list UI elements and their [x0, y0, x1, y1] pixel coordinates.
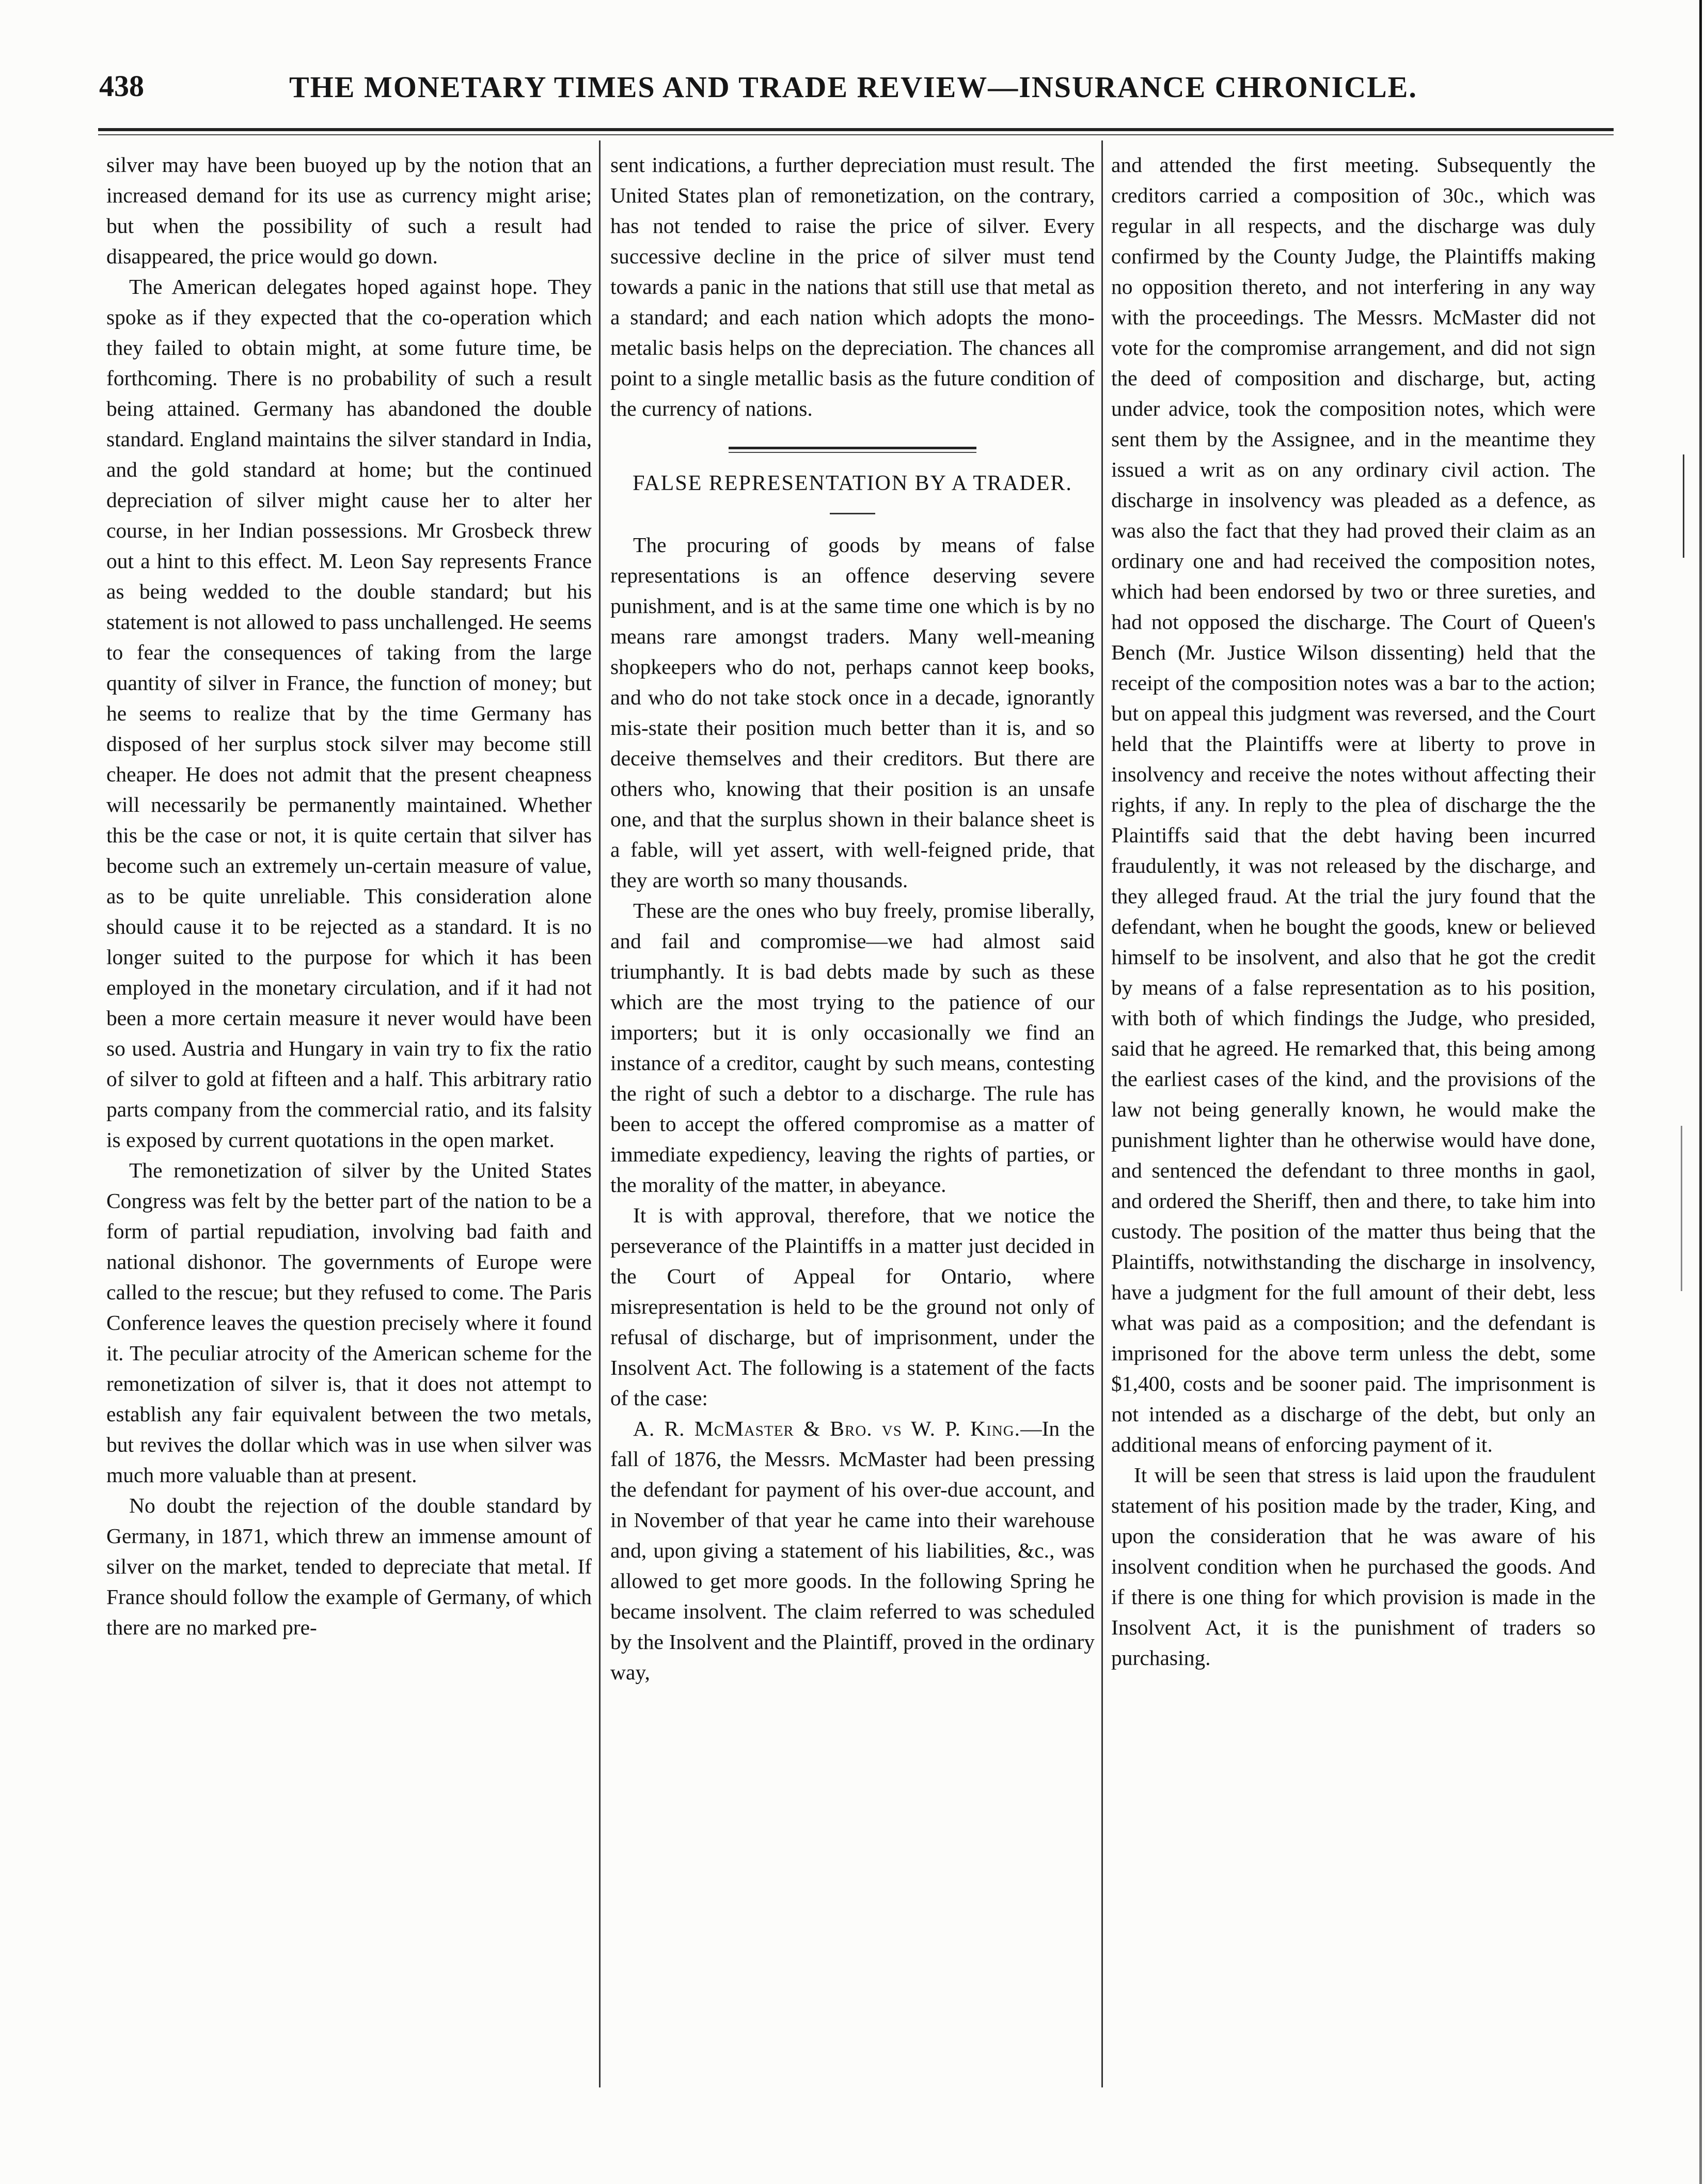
- paragraph: It is with approval, therefore, that we notice the perseverance of the Plaintiffs in a matter just decided in the Court of Appeal for Ontario, where misrepresentation is held to be the ground not only of refusal of discharge, but of imprisonment, under the Insolvent Act. The following is a statement of the facts of the case:: [610, 1203, 1095, 1410]
- case-text: —In the fall of 1876, the Messrs. McMaster had been pressing the defendant for payment of his over-due account, and in November of that year he came into their warehouse and, upon giving a statement of his liabilities, &c., was allowed to get more goods. In the following Spring he became insolvent. The claim referred to was scheduled by the Insolvent and the Plaintiff, proved in the ordinary way,: [610, 1417, 1095, 1684]
- scan-mark: [1681, 1126, 1682, 1291]
- heading-rule: [830, 513, 875, 514]
- paragraph: and attended the first meeting. Subsequently the creditors carried a composition of 30c., which was regular in all respects, and the discharge was duly confirmed by the County Judge, the Plaintiffs making no opposition thereto, and not interfering in any way with the proceedings. The Messrs. McMaster did not vote for the compromise arrangement, and did not sign the deed of composition and discharge, but, acting under advice, took the composition notes, which were sent them by the Assignee, and in the meantime they issued a writ as on any ordinary civil action. The discharge in insolvency was pleaded as a defence, as was also the fact that they had proved their claim as an ordinary one and had received the composition notes, which had been endorsed by two or three sureties, and had not opposed the discharge. The Court of Queen's Bench (Mr. Justice Wilson dissenting) held that the receipt of the composition notes was a bar to the action; but on appeal this judgment was reversed, and the Court held that the Plaintiffs were at liberty to prove in insolvency and receive the notes without affecting their rights, if any. In reply to the plea of discharge the the Plaintiffs said that the debt having been incurred fraudulently, it was not released by the discharge, and they alleged fraud. At the trial the jury found that the defendant, when he bought the goods, knew or believed himself to be insolvent, and also that he got the credit by means of a false representation as to his position, with both of which findings the Judge, who presided, said that he agreed. He remarked that, this being among the earliest cases of the kind, and the provisions of the law not being generally known, he would make the punishment lighter than he otherwise would have done, and sentenced the defendant to three months in gaol, and ordered the Sheriff, then and there, to take him into custody. The position of the matter thus being that the Plaintiffs, notwithstanding the discharge in insolvency, have a judgment for the full amount of their debt, less what was paid as a composition; and the defendant is imprisoned for the above term unless the debt, some $1,400, costs and be sooner paid. The imprisonment is not intended as a discharge of the debt, but only an additional means of enforcing payment of it.: [1111, 153, 1596, 1456]
- case-paragraph: [610, 1413, 1095, 1688]
- header-rule-thin: [98, 134, 1614, 135]
- column-1: [106, 150, 592, 2107]
- paragraph: It will be seen that stress is laid upon the fraudulent statement of his position made by the trader, King, and upon the consideration that he was aware of his insolvent condition when he purchased the goods. And if there is one thing for which provision is made in the Insolvent Act, it is the punishment of traders so purchasing.: [1111, 1463, 1596, 1670]
- paragraph: The remonetization of silver by the United States Congress was felt by the better part of the nation to be a form of partial repudiation, involving bad faith and national dishonor. The governments of Europe were called to the rescue; but they refused to come. The Paris Conference leaves the question precisely where it found it. The peculiar atrocity of the American scheme for the remonetization of silver is, that it does not attempt to establish any fair equivalent between the two metals, but revives the dollar which was in use when silver was much more valuable than at present.: [106, 1158, 592, 1487]
- header-rule: [98, 128, 1614, 131]
- column-divider: [599, 140, 601, 2087]
- paragraph: The procuring of goods by means of false representations is an offence deserving severe punishment, and is at the same time one which is by no means rare amongst traders. Many well-meaning shopkeepers who do not, perhaps cannot keep books, and who do not take stock once in a decade, ignorantly mis-state their position much better than it is, and so deceive themselves and their creditors. But there are others who, knowing that their position is an unsafe one, and that the surplus shown in their balance sheet is a fable, will yet assert, with well-feigned pride, that they are worth so many thousands.: [610, 533, 1095, 892]
- column-3: [1111, 150, 1596, 2107]
- running-head: THE MONETARY TIMES AND TRADE REVIEW—INSURANCE CHRONICLE.: [289, 70, 1417, 104]
- scan-edge: [1699, 0, 1702, 2184]
- page-number: 438: [99, 69, 144, 103]
- paragraph: silver may have been buoyed up by the notion that an increased demand for its use as currency might arise; but when the possibility of such a result had disappeared, the price would go down.: [106, 153, 592, 268]
- paragraph: These are the ones who buy freely, promise liberally, and fail and compromise—we had almost said triumphantly. It is bad debts made by such as these which are the most trying to the patience of our importers; but it is only occasionally we find an instance of a creditor, caught by such means, contesting the right of such a debtor to a discharge. The rule has been to accept the offered compromise as a matter of immediate expediency, leaving the rights of parties, or the morality of the matter, in abeyance.: [610, 899, 1095, 1197]
- paragraph: sent indications, a further depreciation must result. The United States plan of remonetization, on the contrary, has not tended to raise the price of silver. Every successive decline in the price of silver must tend towards a panic in the nations that still use that metal as a standard; and each nation which adopts the mono-metalic basis helps on the depreciation. The chances all point to a single metallic basis as the future condition of the currency of nations.: [610, 153, 1095, 420]
- paragraph: The American delegates hoped against hope. They spoke as if they expected that the co-operation which they failed to obtain might, at some future time, be forthcoming. There is no probability of such a result being attained. Germany has abandoned the double standard. England maintains the silver standard in India, and the gold standard at home; but the continued depreciation of silver might cause her to alter her course, in her Indian possessions. Mr Grosbeck threw out a hint to this effect. M. Leon Say represents France as being wedded to the double standard; but his statement is not allowed to pass unchallenged. He seems to fear the consequences of taking from the large quantity of silver in France, the function of money; but he seems to realize that by the time Germany has disposed of her surplus stock silver may become still cheaper. He does not admit that the present cheapness will necessarily be permanently maintained. Whether this be the case or not, it is quite certain that silver has become such an extremely un-certain measure of value, as to be quite unreliable. This consideration alone should cause it to be rejected as a standard. It is no longer suited to the purpose for which it has been employed in the monetary circulation, and if it had not been a more certain measure it never would have been so used. Austria and Hungary in vain try to fix the ratio of silver to gold at fifteen and a half. This arbitrary ratio parts company from the commercial ratio, and its falsity is exposed by current quotations in the open market.: [106, 275, 592, 1152]
- case-title: A. R. McMaster & Bro. vs W. P. King.: [633, 1417, 1021, 1440]
- column-2: [610, 150, 1095, 2107]
- section-divider-thin: [729, 452, 976, 453]
- scan-mark: [1683, 454, 1684, 558]
- paragraph: No doubt the rejection of the double standard by Germany, in 1871, which threw an immense amount of silver on the market, tended to depreciate that metal. If France should follow the example of Germany, of which there are no marked pre-: [106, 1494, 592, 1639]
- section-divider: [729, 447, 976, 449]
- column-divider: [1101, 140, 1103, 2087]
- article-heading: FALSE REPRESENTATION BY A TRADER.: [633, 472, 1072, 495]
